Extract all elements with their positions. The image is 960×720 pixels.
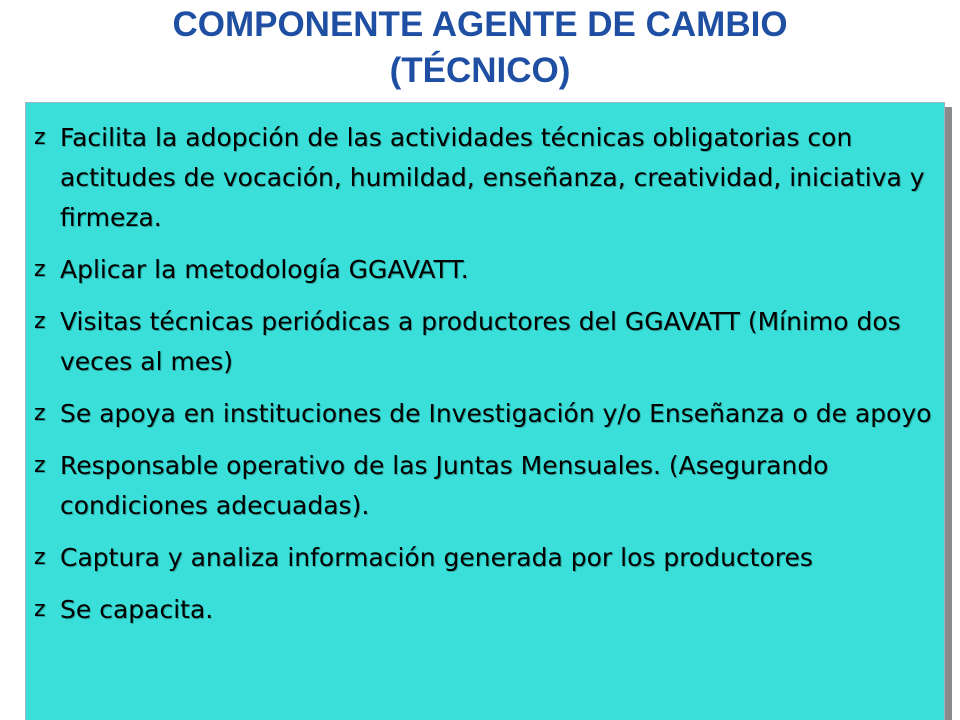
bullet-item: [34, 250, 960, 290]
bullet-text: Se apoya en instituciones de Investigación y/o Enseñanza o de apoyo: [60, 399, 932, 428]
bullet-marker-icon: z: [34, 597, 46, 622]
slide-title-line-2: (TÉCNICO): [389, 51, 571, 90]
bullet-item: [34, 118, 960, 238]
bullet-item: [34, 394, 960, 434]
bullet-item: [34, 302, 960, 382]
bullet-item: [34, 538, 960, 578]
bullet-text: Visitas técnicas periódicas a productores del GGAVATT (Mínimo dos veces al mes): [60, 307, 901, 376]
bullet-marker-icon: z: [34, 125, 46, 150]
slide-title-line-1: COMPONENTE AGENTE DE CAMBIO: [172, 5, 788, 44]
bullet-list: [0, 118, 960, 642]
bullet-text: Facilita la adopción de las actividades técnicas obligatorias con actitudes de vocación, humildad, enseñanza, creatividad, iniciativa y firmeza.: [60, 123, 925, 232]
bullet-item: [34, 590, 960, 630]
bullet-item: [34, 446, 960, 526]
slide-title: [40, 2, 920, 94]
bullet-marker-icon: z: [34, 257, 46, 282]
bullet-marker-icon: z: [34, 401, 46, 426]
bullet-marker-icon: z: [34, 309, 46, 334]
bullet-text: Responsable operativo de las Juntas Mensuales. (Asegurando condiciones adecuadas).: [60, 451, 829, 520]
bullet-text: Captura y analiza información generada por los productores: [60, 543, 813, 572]
bullet-marker-icon: z: [34, 453, 46, 478]
bullet-text: Se capacita.: [60, 595, 214, 624]
bullet-marker-icon: z: [34, 545, 46, 570]
bullet-text: Aplicar la metodología GGAVATT.: [60, 255, 469, 284]
